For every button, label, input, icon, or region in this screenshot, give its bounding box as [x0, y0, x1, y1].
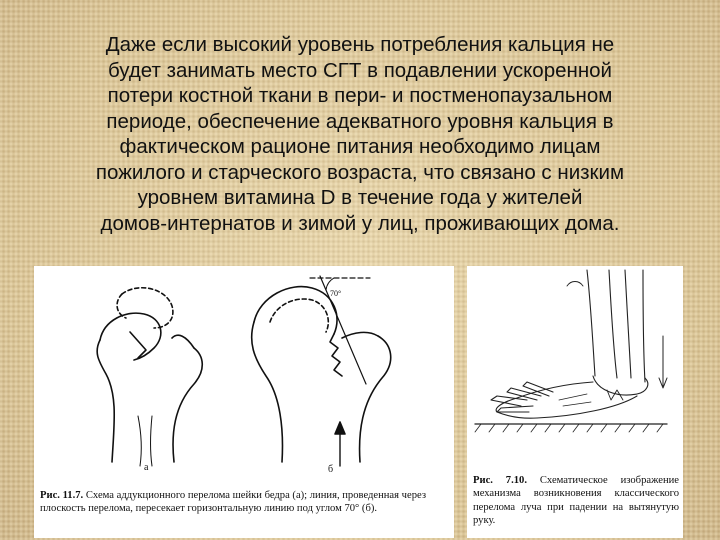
text-line: пожилого и старческого возраста, что связано с низким: [95, 160, 625, 184]
angle-label: 70°: [330, 289, 342, 298]
caption-text: Схематическое изображение механизма возникновения классического перелома луча при падении на вытянутую руку.: [473, 475, 679, 526]
figure-caption-left: [40, 489, 450, 516]
panel-label-b: б: [328, 464, 334, 475]
text-line: домов-интернатов и зимой у лиц, проживающих дома.: [100, 211, 620, 235]
text-line: периоде, обеспечение адекватного уровня кальция в: [106, 109, 614, 133]
caption-number: Рис. 11.7.: [40, 490, 84, 501]
text-line: потери костной ткани в пери- и постменопаузальном: [107, 84, 613, 107]
text-line: фактическом рационе питания необходимо лицам: [119, 135, 601, 158]
slide-body-text: [28, 32, 692, 236]
wrist-fracture-figure: [467, 266, 683, 538]
caption-text: Схема аддукционного перелома шейки бедра (а); линия, проведенная через плоскость перелома, пересекает горизонтальную линию под углом 70° (б).: [40, 490, 427, 515]
figure-caption-right: [473, 474, 679, 527]
text-line: будет занимать место СГТ в подавлении ускоренной: [107, 58, 612, 82]
text-line: Даже если высокий уровень потребления кальция не: [105, 33, 615, 56]
panel-label-a: а: [144, 462, 149, 473]
text-line: уровнем витамина D в течение года у жителей: [137, 186, 583, 209]
femur-fracture-figure: [34, 266, 454, 538]
caption-number: Рис. 7.10.: [473, 475, 527, 486]
